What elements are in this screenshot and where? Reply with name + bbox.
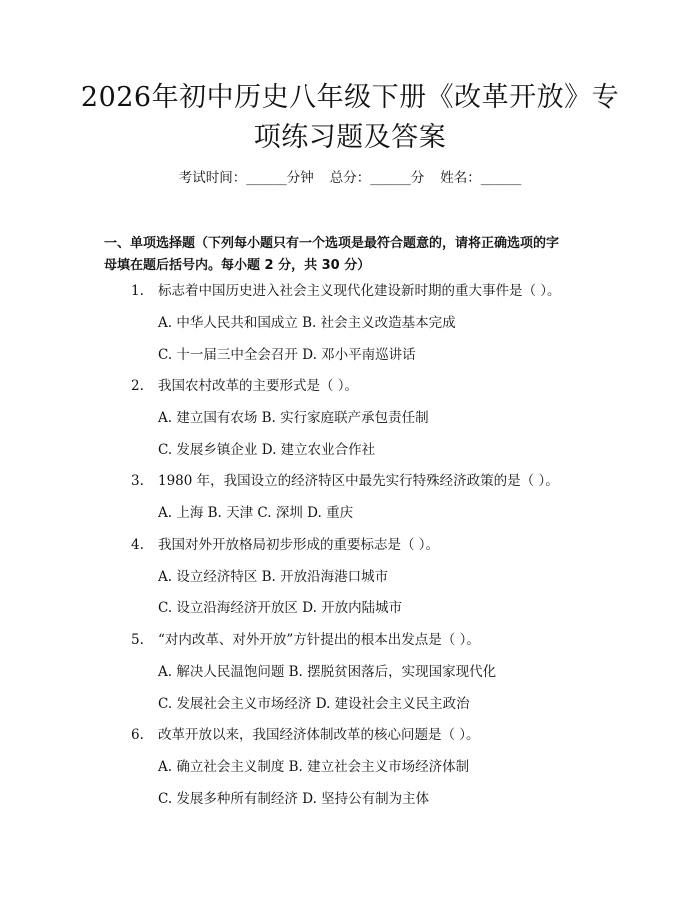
question-text: 改革开放以来，我国经济体制改革的核心问题是（ ）。 (158, 727, 480, 743)
question-3 (131, 471, 559, 491)
question-text: 标志着中国历史进入社会主义现代化建设新时期的重大事件是（ ）。 (158, 283, 561, 299)
title-line-1: 2026年初中历史八年级下册《改革开放》专 (80, 82, 620, 113)
question-text: “对内改革、对外开放”方针提出的根本出发点是（ ）。 (158, 632, 480, 648)
question-6-options-row-2: C. 发展多种所有制经济 D. 坚持公有制为主体 (158, 791, 430, 807)
question-6-options-row-1: A. 确立社会主义制度 B. 建立社会主义市场经济体制 (158, 759, 470, 775)
question-5 (131, 630, 480, 650)
section-heading-line-1: 一、单项选择题（下列每小题只有一个选项是最符合题意的，请将正确选项的字 (104, 236, 560, 251)
title-line-2: 项练习题及答案 (253, 122, 447, 153)
question-6 (131, 725, 480, 745)
page-title (70, 78, 630, 158)
question-text: 1980 年，我国设立的经济特区中最先实行特殊经济政策的是（ ）。 (158, 473, 559, 489)
question-1-options-row-1: A. 中华人民共和国成立 B. 社会主义改造基本完成 (158, 315, 456, 331)
question-number: 6. (131, 727, 144, 743)
question-4-options-row-1: A. 设立经济特区 B. 开放沿海港口城市 (158, 569, 389, 585)
question-number: 2. (131, 378, 144, 394)
question-1 (131, 281, 561, 301)
question-2-options-row-1: A. 建立国有农场 B. 实行家庭联产承包责任制 (158, 410, 429, 426)
question-number: 3. (131, 473, 144, 489)
student-name: 姓名：______ (440, 170, 522, 186)
total-score: 总分：______分 (329, 170, 425, 186)
question-4-options-row-2: C. 设立沿海经济开放区 D. 开放内陆城市 (158, 600, 403, 616)
question-number: 4. (131, 537, 144, 553)
question-1-options-row-2: C. 十一届三中全会召开 D. 邓小平南巡讲话 (158, 347, 416, 363)
exam-time: 考试时间：______分钟 (178, 170, 314, 186)
section-heading-line-2: 母填在题后括号内。每小题 2 分，共 30 分） (104, 258, 371, 273)
question-2 (131, 376, 358, 396)
question-5-options-row-2: C. 发展社会主义市场经济 D. 建设社会主义民主政治 (158, 696, 470, 712)
section-heading (104, 233, 604, 277)
question-text: 我国农村改革的主要形式是（ ）。 (158, 378, 359, 394)
question-number: 1. (131, 283, 144, 299)
question-text: 我国对外开放格局初步形成的重要标志是（ ）。 (158, 537, 440, 553)
question-3-options-row-1: A. 上海 B. 天津 C. 深圳 D. 重庆 (158, 505, 354, 521)
exam-info (0, 168, 700, 188)
question-number: 5. (131, 632, 144, 648)
question-2-options-row-2: C. 发展乡镇企业 D. 建立农业合作社 (158, 442, 376, 458)
question-4 (131, 535, 439, 555)
question-5-options-row-1: A. 解决人民温饱问题 B. 摆脱贫困落后，实现国家现代化 (158, 664, 497, 680)
